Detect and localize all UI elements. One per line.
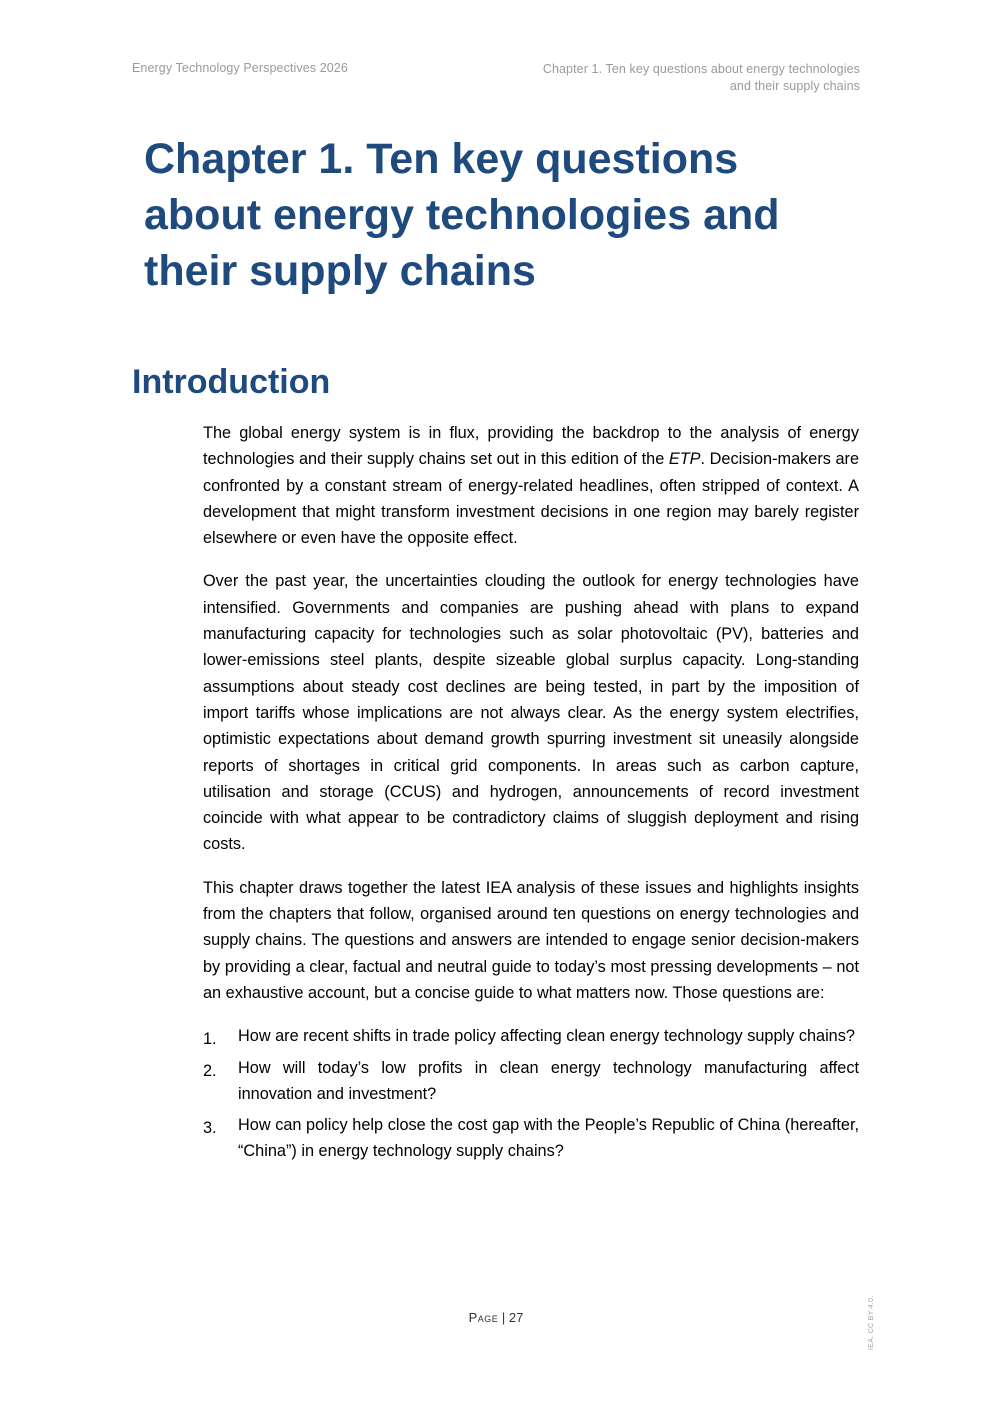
list-item [203, 1023, 859, 1049]
list-item-text: How can policy help close the cost gap with the People’s Republic of China (hereafter, “China”) in energy technology supply chains? [238, 1116, 859, 1161]
list-item-number: 1. [203, 1030, 217, 1049]
running-header-chapter-line-1: Chapter 1. Ten key questions about energy technologies [542, 62, 860, 76]
paragraph-1-text-end: . Decision-makers are confronted by a constant stream of energy-related headlines, often stripped of context. A development that might transform investment decisions in one region may barely register elsewhere or even have the opposite effect. [203, 450, 859, 548]
section-heading-introduction: Introduction [132, 363, 331, 401]
chapter-title-line-2: about energy technologies and [144, 191, 780, 239]
list-item-number: 2. [203, 1061, 217, 1080]
body-text [203, 420, 859, 1170]
license-notice: IEA. CC BY 4.0. [868, 1295, 875, 1350]
page-number: 27 [508, 1310, 524, 1325]
list-item-text: How will today’s low profits in clean energy technology manufacturing affect innovation and investment? [238, 1058, 859, 1103]
questions-list [203, 1023, 859, 1164]
paragraph-1-text-start: The global energy system is in flux, providing the backdrop to the analysis of energy technologies and their supply chains set out in this edition of the [203, 424, 859, 469]
chapter-title-line-1: Chapter 1. Ten key questions [144, 135, 739, 183]
chapter-title-line-3: their supply chains [144, 247, 536, 295]
list-item [203, 1112, 859, 1165]
page-separator: | [498, 1310, 509, 1325]
running-header-title: Energy Technology Perspectives 2026 [132, 61, 348, 75]
paragraph-3: This chapter draws together the latest IEA analysis of these issues and highlights insights from the chapters that follow, organised around ten questions on energy technologies and supply chains. The questions and answers are intended to engage senior decision-makers by providing a clear, factual and neutral guide to today’s most pressing developments – not an exhaustive account, but a concise guide to what matters now. Those questions are: [203, 878, 859, 1002]
running-header-chapter [440, 61, 860, 95]
list-item-text: How are recent shifts in trade policy affecting clean energy technology supply chains? [238, 1027, 855, 1046]
etp-italic: ETP [668, 450, 701, 469]
paragraph-1 [203, 420, 859, 551]
chapter-title [144, 131, 864, 299]
running-header-chapter-line-2: and their supply chains [729, 79, 860, 93]
page-label: Page [468, 1310, 499, 1325]
page-footer [0, 1310, 992, 1325]
list-item-number: 3. [203, 1119, 217, 1138]
list-item [203, 1055, 859, 1108]
paragraph-2: Over the past year, the uncertainties clouding the outlook for energy technologies have intensified. Governments and companies are pushing ahead with plans to expand manufacturing capacity for technologies such as solar photovoltaic (PV), batteries and lower-emissions steel plants, despite sizeable global surplus capacity. Long-standing assumptions about steady cost declines are being tested, in part by the imposition of import tariffs whose implications are not always clear. As the energy system electrifies, optimistic expectations about demand growth spurring investment sit uneasily alongside reports of shortages in critical grid components. In areas such as carbon capture, utilisation and storage (CCUS) and hydrogen, announcements of record investment coincide with what appear to be contradictory claims of sluggish deployment and rising costs. [203, 572, 859, 854]
